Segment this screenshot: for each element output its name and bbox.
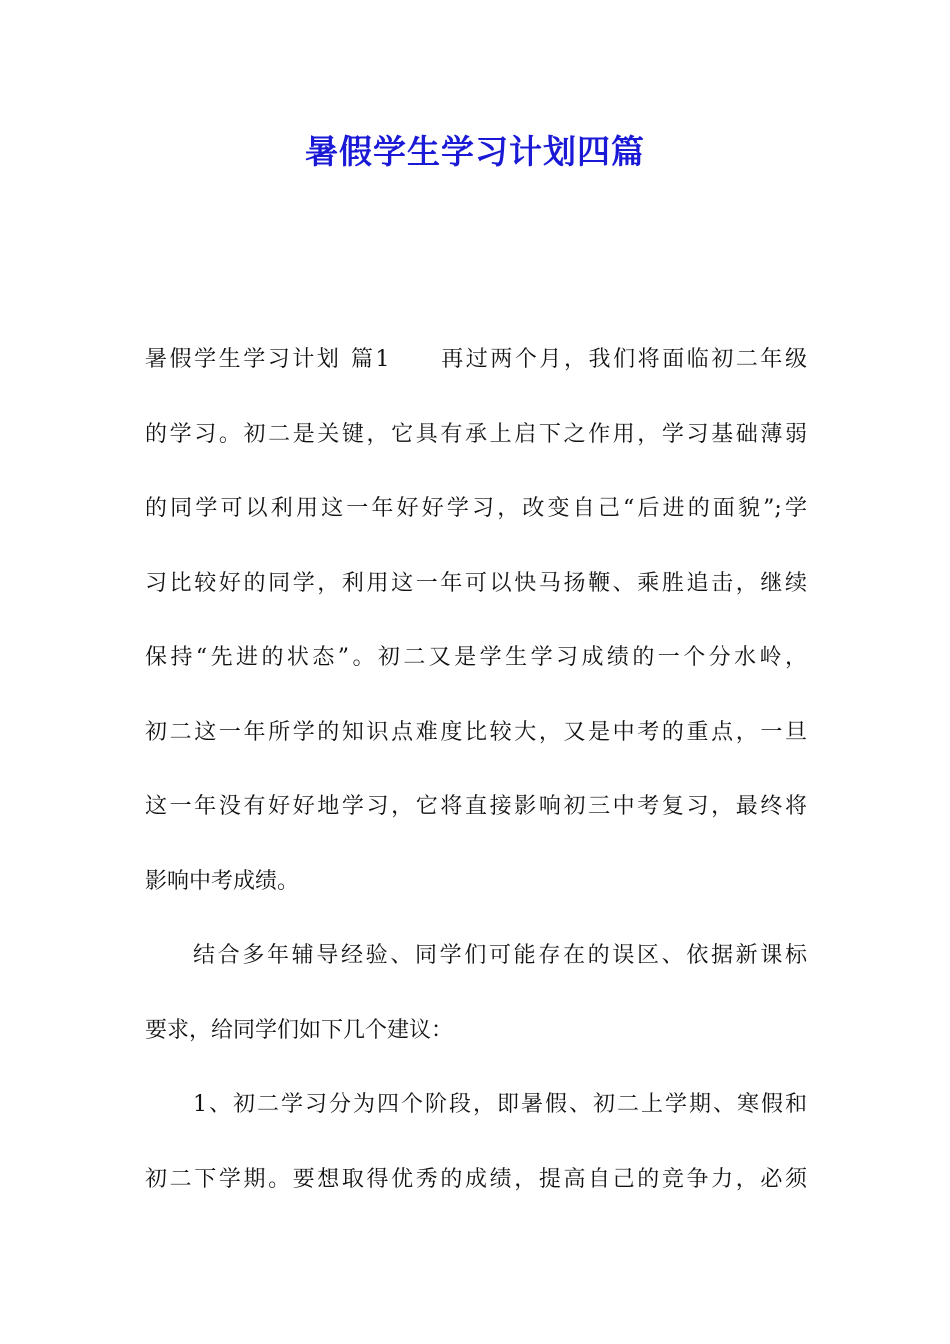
- paragraph-line: 这一年没有好好地学习，它将直接影响初三中考复习，最终将: [145, 794, 807, 819]
- paragraph-line: 暑假学生学习计划 篇1 再过两个月，我们将面临初二年级: [145, 347, 807, 372]
- paragraph-line: 要求，给同学们如下几个建议：: [145, 1018, 454, 1043]
- paragraph-line: 习比较好的同学，利用这一年可以快马扬鞭、乘胜追击，继续: [145, 571, 807, 596]
- paragraph-line: 初二这一年所学的知识点难度比较大，又是中考的重点，一旦: [145, 720, 807, 745]
- paragraph-line: 的同学可以利用这一年好好学习，改变自己“后进的面貌”;学: [145, 496, 807, 521]
- paragraph-line: 的学习。初二是关键，它具有承上启下之作用，学习基础薄弱: [145, 422, 807, 447]
- paragraph-line: 保持“先进的状态”。初二又是学生学习成绩的一个分水岭，: [145, 645, 807, 670]
- document-title: 暑假学生学习计划四篇: [305, 132, 645, 171]
- paragraph-line: 初二下学期。要想取得优秀的成绩，提高自己的竞争力，必须: [145, 1167, 807, 1192]
- paragraph-line: 结合多年辅导经验、同学们可能存在的误区、依据新课标: [193, 943, 807, 968]
- paragraph-line: 1、初二学习分为四个阶段，即暑假、初二上学期、寒假和: [193, 1092, 807, 1117]
- paragraph-line: 影响中考成绩。: [145, 869, 300, 894]
